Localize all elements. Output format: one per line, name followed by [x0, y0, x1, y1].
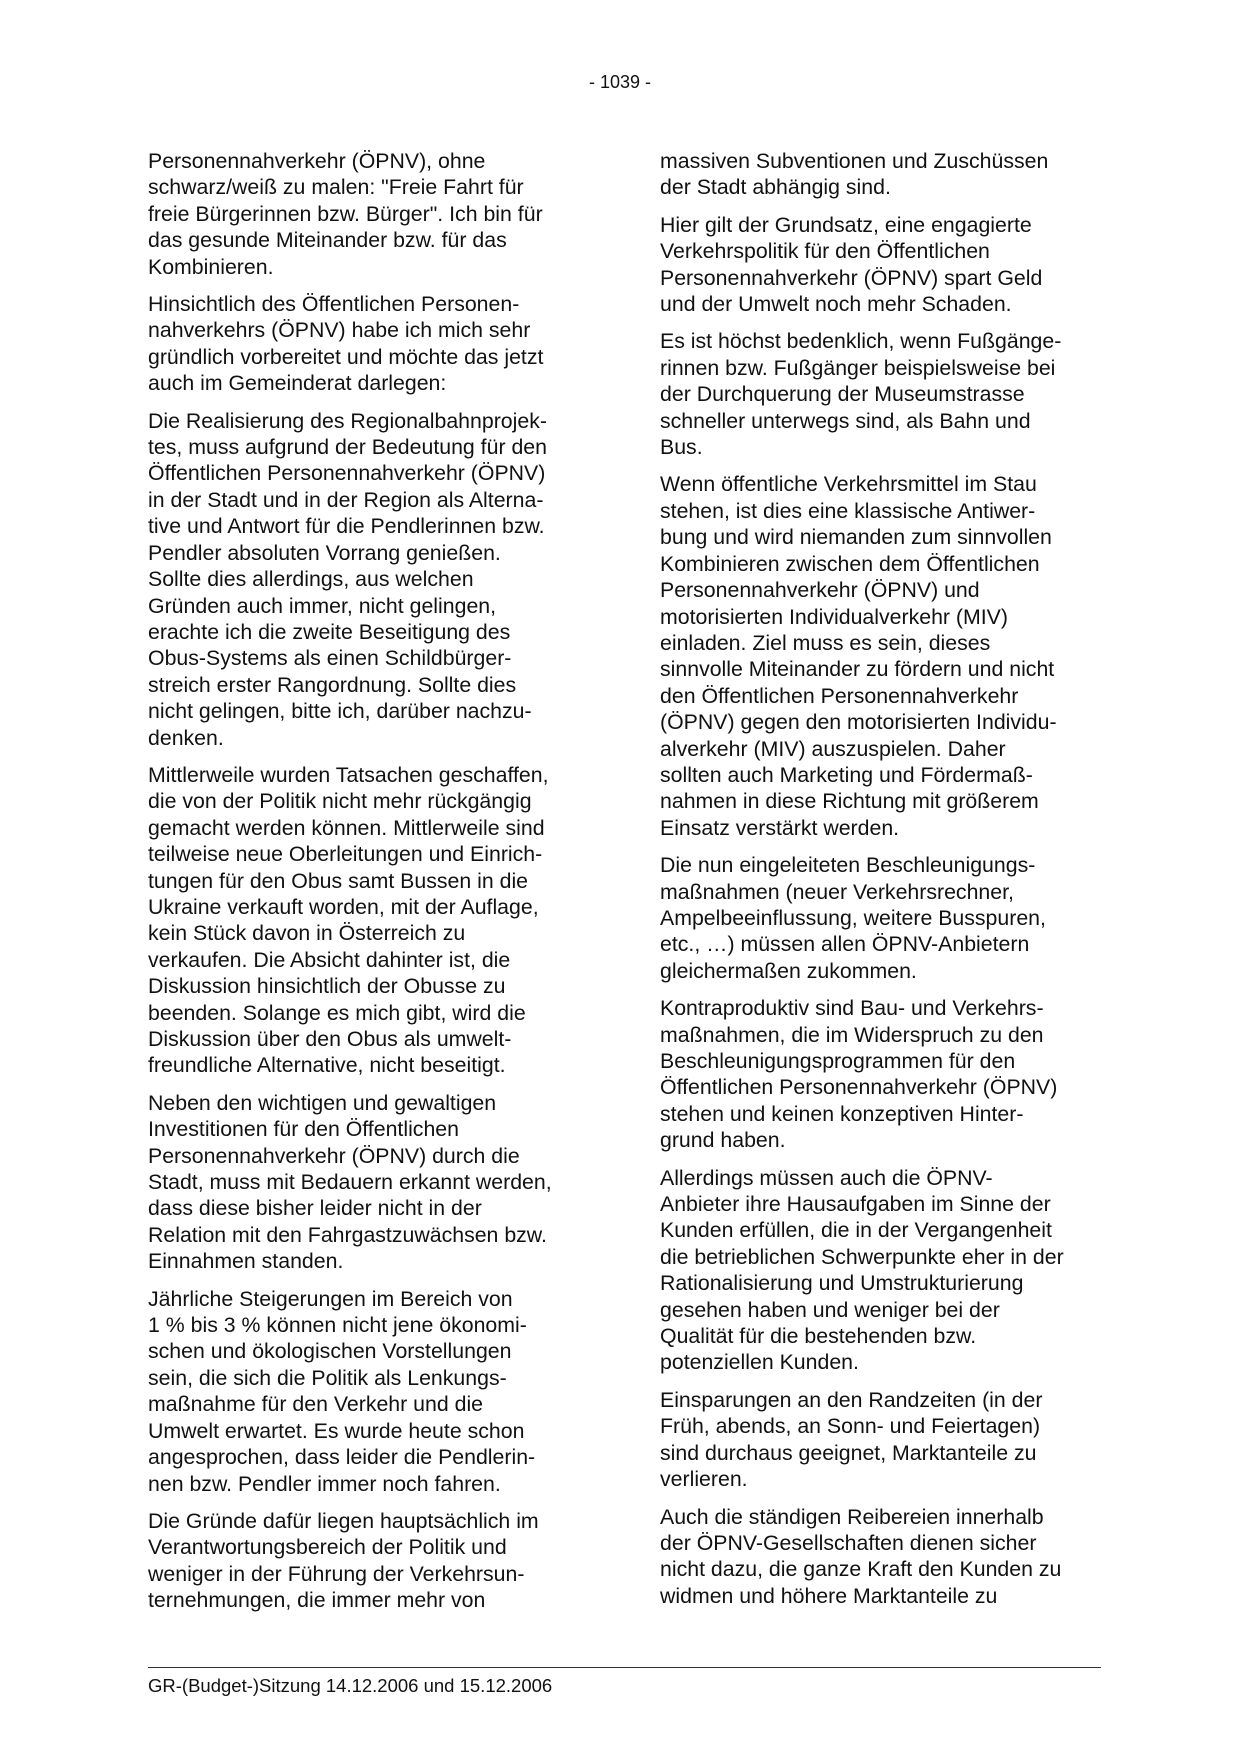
text-line: Personennahverkehr (ÖPNV) spart Geld — [660, 265, 1043, 290]
text-line: 1 % bis 3 % können nicht jene ökonomi- — [148, 1313, 527, 1338]
text-line: der Durchquerung der Museumstrasse — [660, 382, 1025, 407]
text-line: maßnahme für den Verkehr und die — [148, 1392, 484, 1417]
text-line: streich erster Rangordnung. Sollte dies — [148, 672, 517, 697]
text-line: der Stadt abhängig sind. — [660, 175, 891, 200]
text-line: Verkehrspolitik für den Öffentlichen — [660, 239, 990, 264]
text-line: tes, muss aufgrund der Bedeutung für den — [148, 435, 547, 460]
text-line: Es ist höchst bedenklich, wenn Fußgänge- — [660, 329, 1062, 354]
text-line: Anbieter ihre Hausaufgaben im Sinne der — [660, 1192, 1051, 1217]
right-paragraph — [660, 995, 1110, 1153]
text-line: der ÖPNV-Gesellschaften dienen sicher — [660, 1530, 1037, 1555]
text-line: etc., …) müssen allen ÖPNV-Anbietern — [660, 932, 1030, 957]
right-paragraph — [660, 1165, 1110, 1376]
text-line: denken. — [148, 725, 224, 750]
text-line: Rationalisierung und Umstrukturierung — [660, 1271, 1024, 1296]
text-line: Neben den wichtigen und gewaltigen — [148, 1090, 497, 1115]
text-line: alverkehr (MIV) auszuspielen. Daher — [660, 736, 1006, 761]
text-line: schwarz/weiß zu malen: "Freie Fahrt für — [148, 175, 524, 200]
text-line: Diskussion hinsichtlich der Obusse zu — [148, 974, 506, 999]
text-line: Gründen auch immer, nicht gelingen, — [148, 593, 497, 618]
text-line: freie Bürgerinnen bzw. Bürger". Ich bin für — [148, 201, 543, 226]
text-line: stehen, ist dies eine klassische Antiwer- — [660, 498, 1036, 523]
text-line: Kombinieren zwischen dem Öffentlichen — [660, 551, 1040, 576]
page-number: - 1039 - — [588, 72, 652, 92]
text-line: Hier gilt der Grundsatz, eine engagierte — [660, 212, 1032, 237]
text-line: den Öffentlichen Personennahverkehr — [660, 683, 1019, 708]
right-paragraph — [660, 852, 1110, 984]
text-line: Hinsichtlich des Öffentlichen Personen- — [148, 292, 520, 317]
left-paragraph — [148, 408, 598, 751]
text-line: gleichermaßen zukommen. — [660, 958, 917, 983]
right-paragraph — [660, 1387, 1110, 1493]
text-line: nen bzw. Pendler immer noch fahren. — [148, 1471, 501, 1496]
right-text-column — [660, 148, 1110, 1620]
text-line: teilweise neue Oberleitungen und Einrich- — [148, 842, 543, 867]
text-line: sein, die sich die Politik als Lenkungs- — [148, 1365, 507, 1390]
text-line: Öffentlichen Personennahverkehr (ÖPNV) — [660, 1075, 1058, 1100]
text-line: massiven Subventionen und Zuschüssen — [660, 149, 1049, 173]
text-line: Einsparungen an den Randzeiten (in der — [660, 1387, 1043, 1412]
text-line: Die Realisierung des Regionalbahnprojek- — [148, 408, 547, 433]
text-line: einladen. Ziel muss es sein, dieses — [660, 630, 991, 655]
text-line: Kombinieren. — [148, 254, 274, 279]
text-line: Öffentlichen Personennahverkehr (ÖPNV) — [148, 461, 546, 486]
text-line: sollten auch Marketing und Fördermaß- — [660, 762, 1033, 787]
footer-meeting-info: GR-(Budget-)Sitzung 14.12.2006 und 15.12.2006 — [148, 1675, 553, 1696]
text-line: gesehen haben und weniger bei der — [660, 1297, 1000, 1322]
text-line: tive und Antwort für die Pendlerinnen bzw. — [148, 514, 545, 539]
text-line: Pendler absoluten Vorrang genießen. — [148, 540, 501, 565]
text-line: Beschleunigungsprogrammen für den — [660, 1049, 1016, 1073]
text-line: rinnen bzw. Fußgänger beispielsweise bei — [660, 355, 1056, 380]
text-line: sind durchaus geeignet, Marktanteile zu — [660, 1440, 1037, 1465]
text-line: maßnahmen, die im Widerspruch zu den — [660, 1022, 1044, 1047]
left-paragraph — [148, 291, 598, 397]
text-line: angesprochen, dass leider die Pendlerin- — [148, 1445, 536, 1470]
text-line: kein Stück davon in Österreich zu — [148, 921, 466, 946]
text-line: Bus. — [660, 435, 703, 460]
text-line: Qualität für die bestehenden bzw. — [660, 1324, 977, 1349]
text-line: Auch die ständigen Reibereien innerhalb — [660, 1504, 1044, 1529]
text-line: erachte ich die zweite Beseitigung des — [148, 619, 511, 644]
text-line: Ukraine verkauft worden, mit der Auflage, — [148, 894, 539, 919]
text-line: und der Umwelt noch mehr Schaden. — [660, 292, 1012, 317]
text-line: freundliche Alternative, nicht beseitigt. — [148, 1053, 506, 1078]
text-line: weniger in der Führung der Verkehrsun- — [148, 1561, 525, 1586]
text-line: Ampelbeeinflussung, weitere Busspuren, — [660, 905, 1046, 930]
text-line: ternehmungen, die immer mehr von — [148, 1588, 486, 1613]
text-line: in der Stadt und in der Region als Alterna- — [148, 487, 544, 512]
left-text-column — [148, 148, 598, 1625]
text-line: auch im Gemeinderat darlegen: — [148, 371, 447, 396]
text-line: motorisierten Individualverkehr (MIV) — [660, 604, 1008, 629]
text-line: Personennahverkehr (ÖPNV), ohne — [148, 149, 486, 173]
text-line: sinnvolle Miteinander zu fördern und nicht — [660, 657, 1055, 682]
text-line: Einsatz verstärkt werden. — [660, 815, 900, 840]
text-line: Stadt, muss mit Bedauern erkannt werden, — [148, 1170, 552, 1195]
text-line: bung und wird niemanden zum sinnvollen — [660, 525, 1052, 550]
text-line: das gesunde Miteinander bzw. für das — [148, 228, 507, 253]
text-line: Wenn öffentliche Verkehrsmittel im Stau — [660, 472, 1037, 497]
text-line: stehen und keinen konzeptiven Hinter- — [660, 1101, 1024, 1126]
text-line: die betrieblichen Schwerpunkte eher in der — [660, 1244, 1064, 1269]
text-line: (ÖPNV) gegen den motorisierten Individu- — [660, 710, 1057, 735]
text-line: verlieren. — [660, 1467, 748, 1492]
text-line: nahmen in diese Richtung mit größerem — [660, 789, 1039, 814]
footer-divider — [148, 1667, 1101, 1668]
text-line: Einnahmen standen. — [148, 1249, 344, 1274]
text-line: Die Gründe dafür liegen hauptsächlich im — [148, 1508, 539, 1533]
text-line: nahverkehrs (ÖPNV) habe ich mich sehr — [148, 318, 531, 343]
text-line: Die nun eingeleiteten Beschleunigungs- — [660, 853, 1036, 878]
text-line: Verantwortungsbereich der Politik und — [148, 1535, 507, 1560]
text-line: verkaufen. Die Absicht dahinter ist, die — [148, 947, 511, 972]
text-line: Allerdings müssen auch die ÖPNV- — [660, 1165, 993, 1190]
text-line: Obus-Systems als einen Schildbürger- — [148, 646, 512, 671]
left-paragraph — [148, 148, 598, 280]
text-line: Mittlerweile wurden Tatsachen geschaffen, — [148, 762, 549, 787]
text-line: tungen für den Obus samt Bussen in die — [148, 868, 529, 893]
text-line: dass diese bisher leider nicht in der — [148, 1196, 482, 1221]
right-paragraph — [660, 328, 1110, 460]
text-line: Relation mit den Fahrgastzuwächsen bzw. — [148, 1222, 547, 1247]
text-line: nicht dazu, die ganze Kraft den Kunden zu — [660, 1557, 1062, 1582]
text-line: gründlich vorbereitet und möchte das jetzt — [148, 344, 544, 369]
text-line: potenziellen Kunden. — [660, 1350, 859, 1375]
text-line: maßnahmen (neuer Verkehrsrechner, — [660, 879, 1014, 904]
right-paragraph — [660, 1504, 1110, 1610]
left-paragraph — [148, 762, 598, 1079]
text-line: Investitionen für den Öffentlichen — [148, 1117, 459, 1142]
text-line: Diskussion über den Obus als umwelt- — [148, 1027, 512, 1051]
text-line: Kontraproduktiv sind Bau- und Verkehrs- — [660, 996, 1044, 1021]
text-line: beenden. Solange es mich gibt, wird die — [148, 1000, 526, 1025]
right-paragraph — [660, 148, 1110, 201]
text-line: schen und ökologischen Vorstellungen — [148, 1339, 512, 1364]
left-paragraph — [148, 1090, 598, 1275]
left-paragraph — [148, 1286, 598, 1497]
text-line: Personennahverkehr (ÖPNV) durch die — [148, 1143, 520, 1168]
text-line: Umwelt erwartet. Es wurde heute schon — [148, 1418, 525, 1443]
text-line: schneller unterwegs sind, als Bahn und — [660, 408, 1031, 433]
text-line: die von der Politik nicht mehr rückgängig — [148, 789, 532, 814]
text-line: widmen und höhere Marktanteile zu — [660, 1583, 998, 1608]
text-line: Personennahverkehr (ÖPNV) und — [660, 578, 980, 603]
right-paragraph — [660, 212, 1110, 318]
right-paragraph — [660, 471, 1110, 841]
text-line: Sollte dies allerdings, aus welchen — [148, 567, 474, 592]
text-line: Jährliche Steigerungen im Bereich von — [148, 1286, 513, 1311]
text-line: grund haben. — [660, 1128, 786, 1153]
text-line: Kunden erfüllen, die in der Vergangenheit — [660, 1218, 1052, 1243]
left-paragraph — [148, 1508, 598, 1614]
text-line: gemacht werden können. Mittlerweile sind — [148, 815, 545, 840]
text-line: Früh, abends, an Sonn- und Feiertagen) — [660, 1414, 1041, 1439]
text-line: nicht gelingen, bitte ich, darüber nachzu- — [148, 699, 532, 724]
